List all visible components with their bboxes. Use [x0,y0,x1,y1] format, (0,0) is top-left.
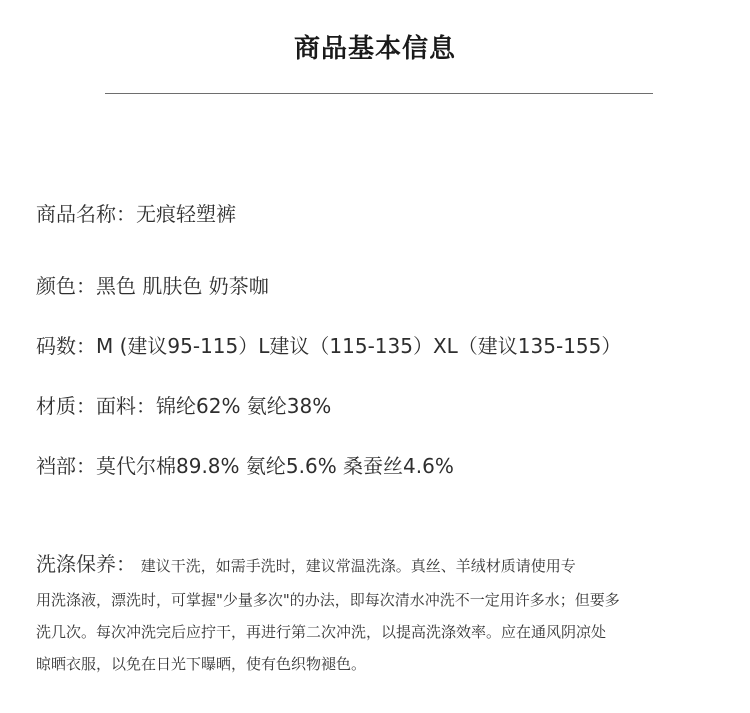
title-divider [105,93,653,94]
product-name-row: 商品名称：无痕轻塑裤 [36,202,236,226]
washing-care-label: 洗涤保养： [36,552,136,576]
washing-care-text: 用洗涤液，漂洗时，可掌握"少量多次"的办法，即每次清水冲洗不一定用许多水；但要多 [36,591,620,609]
size-row: 码数：M (建议95-115）L建议（115-135）XL（建议135-155） [36,334,622,358]
washing-care-text: 建议干洗，如需手洗时，建议常温洗涤。真丝、羊绒材质请使用专 [140,557,576,575]
washing-care-section [36,546,706,680]
washing-care-text: 洗几次。每次冲洗完后应拧干，再进行第二次冲洗，以提高洗涤效率。应在通风阴凉处 [36,623,607,641]
color-row: 颜色：黑色 肌肤色 奶茶咖 [36,274,269,298]
crotch-material-row: 裆部：莫代尔棉89.8% 氨纶5.6% 桑蚕丝4.6% [36,454,454,478]
washing-care-text: 晾晒衣服，以免在日光下曝晒，使有色织物褪色。 [36,655,367,673]
washing-care-line [36,546,706,584]
material-row: 材质：面料：锦纶62% 氨纶38% [36,394,332,418]
page-title: 商品基本信息 [293,34,456,64]
